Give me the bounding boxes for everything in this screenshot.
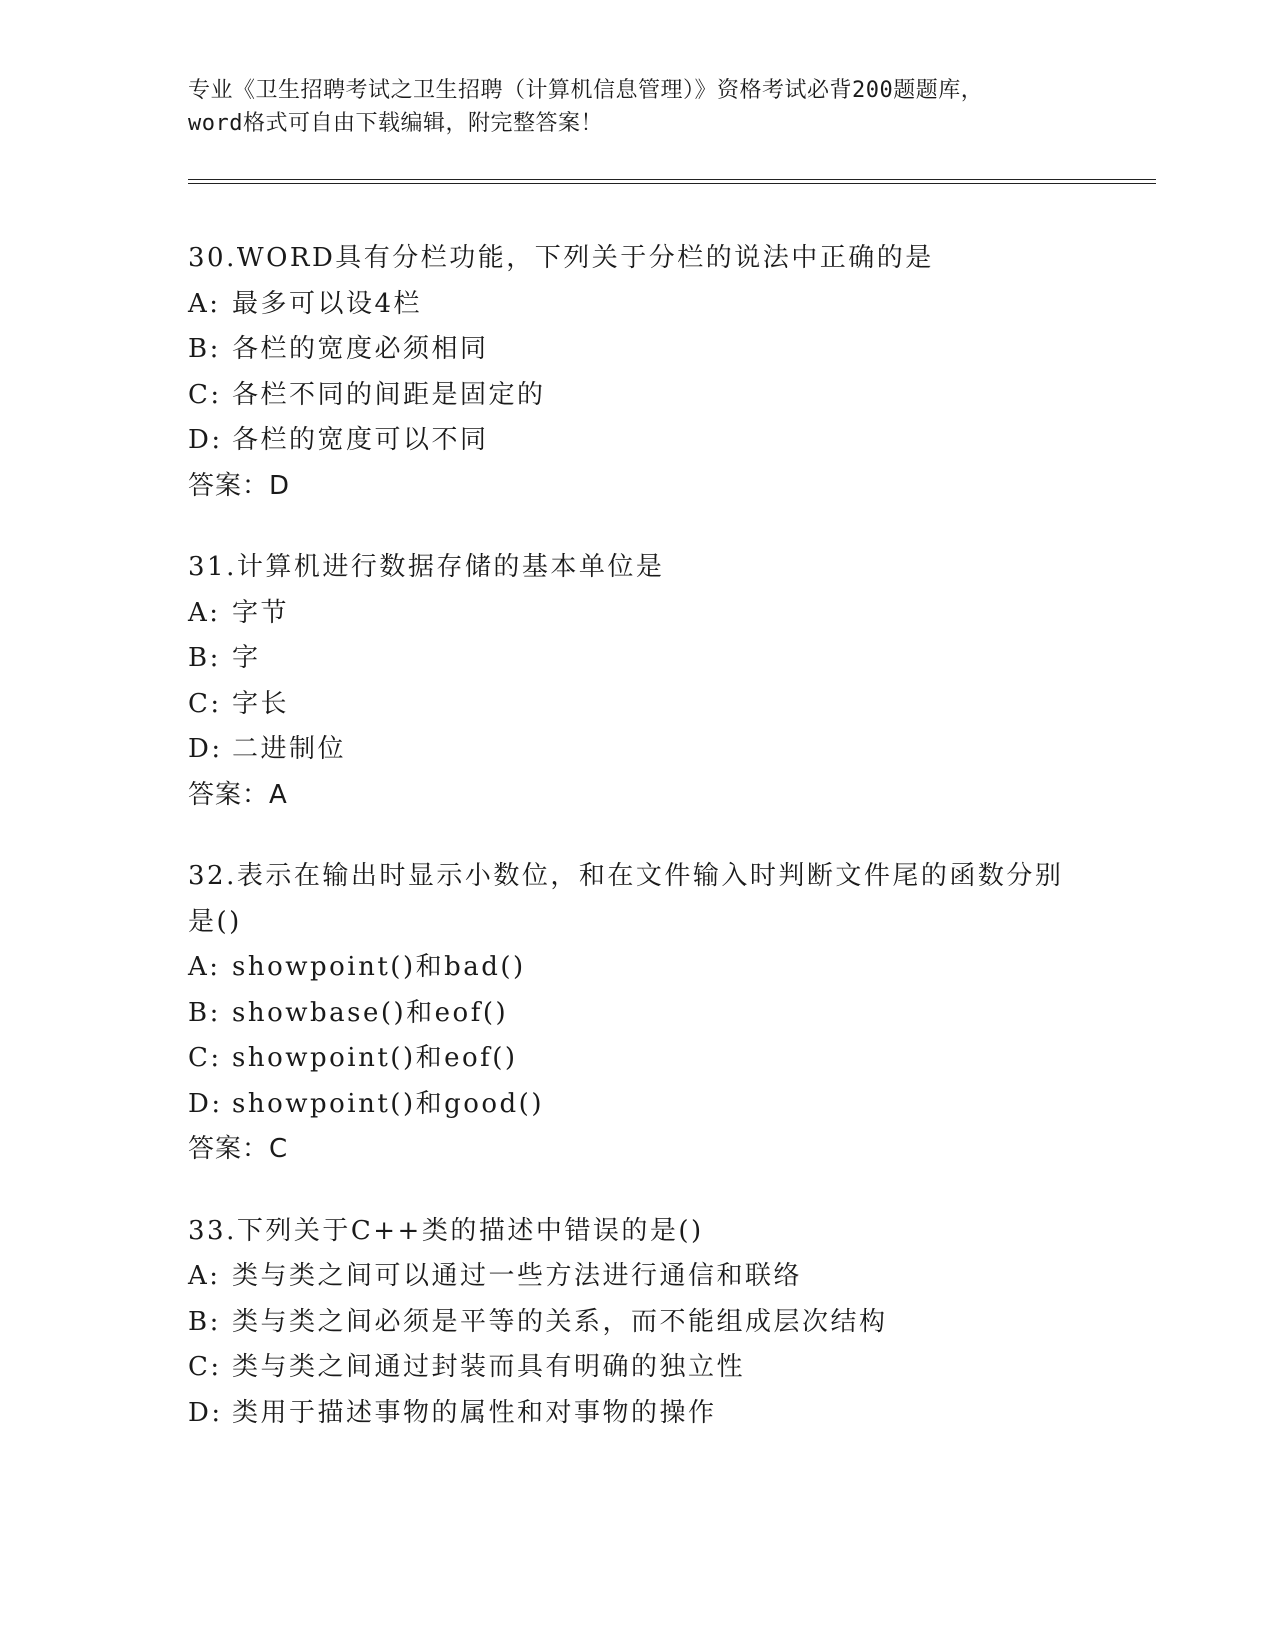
option-letter: D: xyxy=(188,1397,223,1428)
question-33 xyxy=(188,1209,1088,1437)
option-text: showpoint()和eof() xyxy=(232,1043,518,1073)
option-letter: A: xyxy=(188,597,221,628)
answer-line: 答案：A xyxy=(188,779,288,810)
option-letter: B: xyxy=(188,334,221,364)
header-line-1: 专业《卫生招聘考试之卫生招聘（计算机信息管理）》资格考试必背200题题库， xyxy=(188,78,984,103)
option-b xyxy=(188,1300,1088,1346)
option-b xyxy=(188,991,1088,1037)
option-text: 类与类之间可以通过一些方法进行通信和联络 xyxy=(232,1261,803,1291)
option-letter: D: xyxy=(188,1088,223,1119)
answer-line: 答案：C xyxy=(188,1134,289,1164)
question-stem: 32.表示在输出时显示小数位，和在文件输入时判断文件尾的函数分别是() xyxy=(188,861,1064,937)
option-text: 字长 xyxy=(232,688,290,719)
header-line-2: word格式可自由下载编辑，附完整答案！ xyxy=(188,111,603,136)
question-30 xyxy=(188,236,1088,509)
option-d xyxy=(188,418,1088,464)
option-letter: C: xyxy=(188,688,222,719)
option-letter: D: xyxy=(188,734,223,764)
option-text: 类用于描述事物的属性和对事物的操作 xyxy=(232,1397,717,1428)
option-a xyxy=(188,282,1088,328)
question-stem: 30.WORD具有分栏功能，下列关于分栏的说法中正确的是 xyxy=(188,243,934,273)
option-letter: A: xyxy=(188,952,221,982)
option-a xyxy=(188,945,1088,991)
option-c xyxy=(188,373,1088,419)
option-text: 字 xyxy=(232,643,261,673)
option-letter: B: xyxy=(188,1306,221,1337)
option-text: 各栏不同的间距是固定的 xyxy=(232,379,546,410)
option-letter: D: xyxy=(188,425,223,455)
option-letter: A: xyxy=(188,1261,221,1291)
option-a xyxy=(188,591,1088,637)
option-text: 类与类之间通过封装而具有明确的独立性 xyxy=(232,1352,746,1382)
option-text: 字节 xyxy=(232,597,290,628)
answer-line: 答案：D xyxy=(188,470,291,501)
option-text: 类与类之间必须是平等的关系，而不能组成层次结构 xyxy=(232,1306,888,1337)
question-32 xyxy=(188,854,1088,1173)
question-stem: 33.下列关于C++类的描述中错误的是() xyxy=(188,1215,704,1246)
option-text: 各栏的宽度可以不同 xyxy=(232,425,489,455)
option-d xyxy=(188,1082,1088,1128)
header-divider-top xyxy=(188,179,1156,180)
option-c xyxy=(188,1036,1088,1082)
option-text: 各栏的宽度必须相同 xyxy=(232,334,489,364)
option-c xyxy=(188,1345,1088,1391)
option-letter: B: xyxy=(188,643,221,673)
option-d xyxy=(188,1391,1088,1437)
header-divider-bottom xyxy=(188,183,1156,184)
option-d xyxy=(188,727,1088,773)
option-text: showbase()和eof() xyxy=(232,997,509,1028)
question-stem: 31.计算机进行数据存储的基本单位是 xyxy=(188,552,665,582)
option-b xyxy=(188,636,1088,682)
document-header xyxy=(188,74,1088,140)
option-letter: B: xyxy=(188,997,221,1028)
option-letter: C: xyxy=(188,1352,222,1382)
option-text: showpoint()和bad() xyxy=(232,952,526,982)
option-letter: C: xyxy=(188,379,222,410)
question-31 xyxy=(188,545,1088,818)
option-text: 二进制位 xyxy=(232,734,347,764)
option-a xyxy=(188,1254,1088,1300)
option-b xyxy=(188,327,1088,373)
option-text: showpoint()和good() xyxy=(232,1088,544,1119)
option-text: 最多可以设4栏 xyxy=(232,288,423,319)
option-c xyxy=(188,682,1088,728)
option-letter: C: xyxy=(188,1043,222,1073)
question-list xyxy=(188,236,1088,1472)
option-letter: A: xyxy=(188,288,221,319)
